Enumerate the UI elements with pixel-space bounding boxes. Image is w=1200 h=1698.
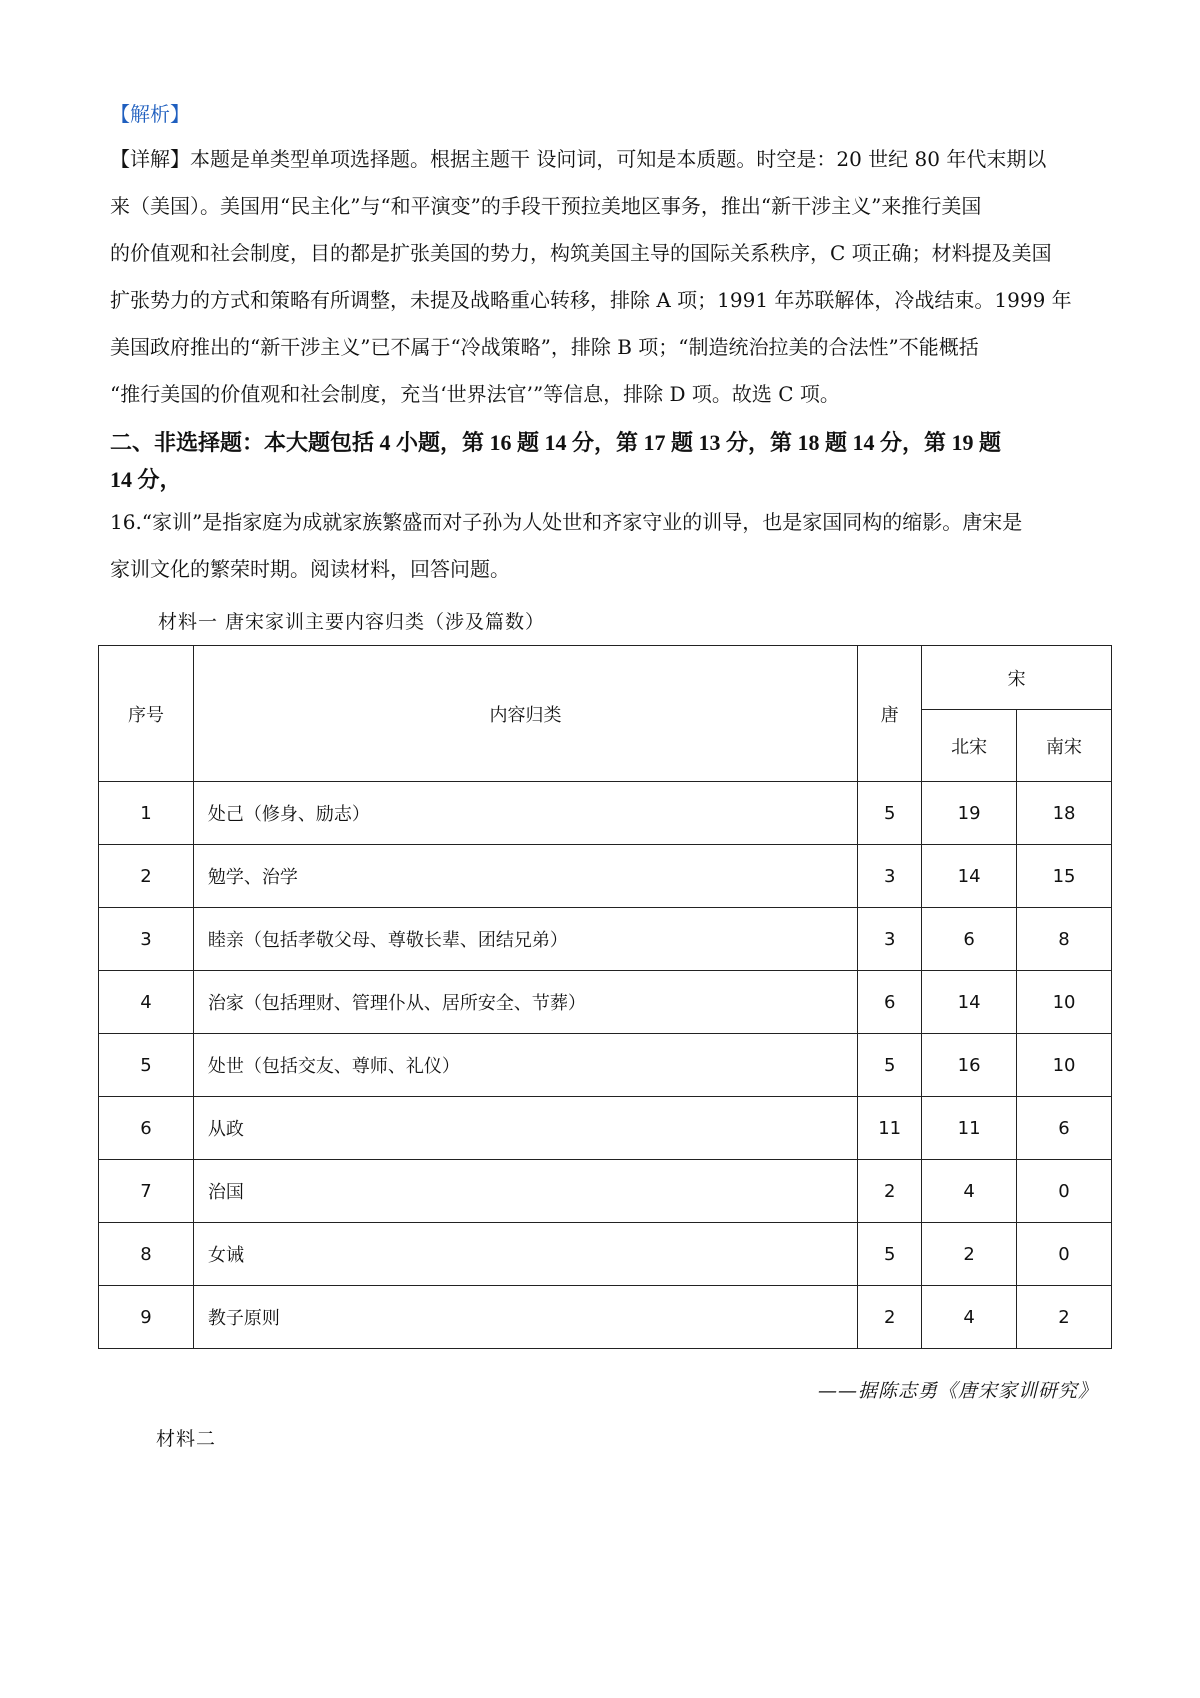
content-table	[98, 645, 1112, 1349]
row-category: 从政	[193, 1097, 857, 1160]
row-tang: 11	[858, 1097, 922, 1160]
row-south-song: 2	[1017, 1286, 1112, 1349]
header-north-song: 北宋	[922, 710, 1017, 782]
row-category: 处世（包括交友、尊师、礼仪）	[193, 1034, 857, 1097]
table-source: ——据陈志勇《唐宋家训研究》	[817, 1380, 1098, 1402]
row-north-song: 14	[922, 845, 1017, 908]
row-north-song: 16	[922, 1034, 1017, 1097]
analysis-line: “推行美国的价值观和社会制度，充当‘世界法官’”等信息，排除 D 项。故选 C 项。	[110, 382, 840, 406]
row-north-song: 4	[922, 1286, 1017, 1349]
row-tang: 2	[858, 1286, 922, 1349]
row-tang: 5	[858, 1223, 922, 1286]
analysis-line: 【详解】本题是单类型单项选择题。根据主题干 设问词，可知是本质题。时空是：20 世纪 80 年代末期以	[110, 147, 1047, 171]
row-tang: 6	[858, 971, 922, 1034]
row-north-song: 2	[922, 1223, 1017, 1286]
table-row	[99, 782, 1112, 845]
header-category: 内容归类	[193, 646, 857, 782]
row-index: 7	[99, 1160, 194, 1223]
row-south-song: 10	[1017, 1034, 1112, 1097]
section-heading: 二、非选择题：本大题包括 4 小题，第 16 题 14 分，第 17 题 13 分，第 18 题 14 分，第 19 题	[110, 430, 1002, 455]
row-category: 勉学、治学	[193, 845, 857, 908]
analysis-line: 扩张势力的方式和策略有所调整，未提及战略重心转移，排除 A 项；1991 年苏联解体，冷战结束。1999 年	[110, 288, 1072, 312]
header-south-song: 南宋	[1017, 710, 1112, 782]
row-south-song: 15	[1017, 845, 1112, 908]
header-index: 序号	[99, 646, 194, 782]
row-tang: 3	[858, 845, 922, 908]
question-16-text-cont: 家训文化的繁荣时期。阅读材料，回答问题。	[110, 557, 510, 581]
row-category: 处己（修身、励志）	[193, 782, 857, 845]
row-index: 1	[99, 782, 194, 845]
row-index: 4	[99, 971, 194, 1034]
header-song: 宋	[922, 646, 1112, 710]
row-north-song: 6	[922, 908, 1017, 971]
row-category: 睦亲（包括孝敬父母、尊敬长辈、团结兄弟）	[193, 908, 857, 971]
row-north-song: 4	[922, 1160, 1017, 1223]
header-tang: 唐	[858, 646, 922, 782]
row-north-song: 14	[922, 971, 1017, 1034]
row-index: 5	[99, 1034, 194, 1097]
row-north-song: 11	[922, 1097, 1017, 1160]
row-tang: 2	[858, 1160, 922, 1223]
row-south-song: 0	[1017, 1160, 1112, 1223]
row-category: 女诫	[193, 1223, 857, 1286]
question-16-text: 16.“家训”是指家庭为成就家族繁盛而对子孙为人处世和齐家守业的训导，也是家国同构的缩影。唐宋是	[110, 510, 1023, 534]
row-south-song: 18	[1017, 782, 1112, 845]
analysis-line: 的价值观和社会制度，目的都是扩张美国的势力，构筑美国主导的国际关系秩序，C 项正确；材料提及美国	[110, 241, 1052, 265]
table-row	[99, 1097, 1112, 1160]
analysis-heading: 【解析】	[110, 102, 190, 126]
row-south-song: 6	[1017, 1097, 1112, 1160]
row-index: 9	[99, 1286, 194, 1349]
row-category: 治家（包括理财、管理仆从、居所安全、节葬）	[193, 971, 857, 1034]
row-index: 2	[99, 845, 194, 908]
row-tang: 5	[858, 782, 922, 845]
row-category: 教子原则	[193, 1286, 857, 1349]
row-index: 8	[99, 1223, 194, 1286]
row-index: 6	[99, 1097, 194, 1160]
table-row	[99, 1034, 1112, 1097]
row-south-song: 10	[1017, 971, 1112, 1034]
row-tang: 5	[858, 1034, 922, 1097]
table-row	[99, 908, 1112, 971]
table-row	[99, 971, 1112, 1034]
section-heading-cont: 14 分，	[110, 467, 182, 492]
material-2-label: 材料二	[156, 1428, 217, 1450]
table-row	[99, 1160, 1112, 1223]
row-category: 治国	[193, 1160, 857, 1223]
table-row	[99, 845, 1112, 908]
table-row	[99, 1286, 1112, 1349]
row-index: 3	[99, 908, 194, 971]
row-tang: 3	[858, 908, 922, 971]
analysis-line: 美国政府推出的“新干涉主义”已不属于“冷战策略”，排除 B 项；“制造统治拉美的合法性”不能概括	[110, 335, 979, 359]
row-south-song: 8	[1017, 908, 1112, 971]
row-north-song: 19	[922, 782, 1017, 845]
table-row	[99, 1223, 1112, 1286]
analysis-line: 来（美国）。美国用“民主化”与“和平演变”的手段干预拉美地区事务，推出“新干涉主义”来推行美国	[110, 194, 982, 218]
table-caption: 材料一 唐宋家训主要内容归类（涉及篇数）	[158, 611, 546, 633]
row-south-song: 0	[1017, 1223, 1112, 1286]
